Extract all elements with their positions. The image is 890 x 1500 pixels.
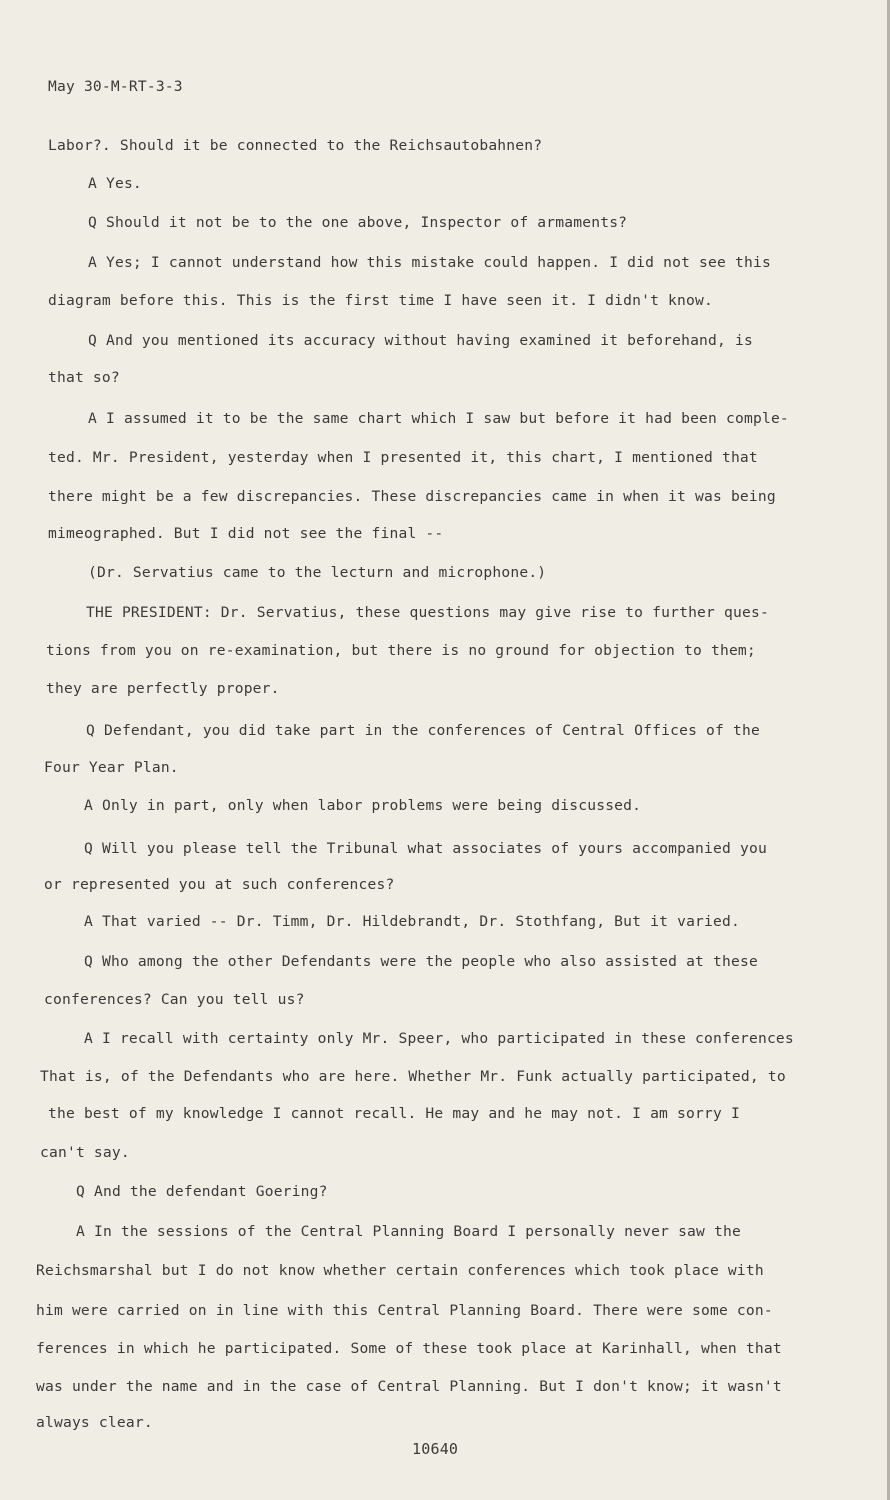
transcript-line: A I assumed it to be the same chart which I saw but before it had been comple- — [88, 410, 789, 427]
transcript-line: Q Should it not be to the one above, Inspector of armaments? — [88, 214, 628, 231]
transcript-line: that so? — [48, 369, 120, 386]
transcript-line: they are perfectly proper. — [46, 680, 280, 697]
transcript-line: A In the sessions of the Central Planning Board I personally never saw the — [76, 1223, 741, 1240]
transcript-line: can't say. — [40, 1144, 130, 1161]
transcript-line: mimeographed. But I did not see the final -- — [48, 525, 444, 542]
transcript-line: conferences? Can you tell us? — [44, 991, 305, 1008]
transcript-line: A Only in part, only when labor problems were being discussed. — [84, 797, 642, 814]
transcript-line: Q And you mentioned its accuracy without having examined it beforehand, is — [88, 332, 753, 349]
transcript-line: A Yes. — [88, 175, 142, 192]
transcript-line: Q Will you please tell the Tribunal what associates of yours accompanied you — [84, 840, 767, 857]
transcript-line: ferences in which he participated. Some of these took place at Karinhall, when that — [36, 1340, 782, 1357]
transcript-line: diagram before this. This is the first time I have seen it. I didn't know. — [48, 292, 713, 309]
transcript-line: tions from you on re-examination, but there is no ground for objection to them; — [46, 642, 756, 659]
transcript-line: Four Year Plan. — [44, 759, 179, 776]
transcript-line: A That varied -- Dr. Timm, Dr. Hildebrandt, Dr. Stothfang, But it varied. — [84, 913, 740, 930]
transcript-line: the best of my knowledge I cannot recall. He may and he may not. I am sorry I — [48, 1105, 740, 1122]
transcript-line: Labor?. Should it be connected to the Reichsautobahnen? — [48, 137, 543, 154]
transcript-line: A Yes; I cannot understand how this mistake could happen. I did not see this — [88, 254, 771, 271]
transcript-line: THE PRESIDENT: Dr. Servatius, these questions may give rise to further ques- — [86, 604, 769, 621]
transcript-line: A I recall with certainty only Mr. Speer, who participated in these conferences — [84, 1030, 794, 1047]
transcript-line: Q And the defendant Goering? — [76, 1183, 328, 1200]
transcript-line: or represented you at such conferences? — [44, 876, 395, 893]
transcript-line: was under the name and in the case of Central Planning. But I don't know; it wasn't — [36, 1378, 782, 1395]
document-header: May 30-M-RT-3-3 — [48, 78, 183, 95]
transcript-line: always clear. — [36, 1414, 153, 1431]
transcript-line: Q Defendant, you did take part in the conferences of Central Offices of the — [86, 722, 760, 739]
transcript-line: ted. Mr. President, yesterday when I presented it, this chart, I mentioned that — [48, 449, 758, 466]
transcript-line: there might be a few discrepancies. These discrepancies came in when it was being — [48, 488, 776, 505]
transcript-line: Q Who among the other Defendants were the people who also assisted at these — [84, 953, 758, 970]
page-number: 10640 — [412, 1440, 459, 1458]
transcript-line: That is, of the Defendants who are here. Whether Mr. Funk actually participated, to — [40, 1068, 786, 1085]
transcript-line: him were carried on in line with this Central Planning Board. There were some con- — [36, 1302, 773, 1319]
transcript-line: (Dr. Servatius came to the lecturn and microphone.) — [88, 564, 547, 581]
transcript-line: Reichsmarshal but I do not know whether certain conferences which took place with — [36, 1262, 764, 1279]
